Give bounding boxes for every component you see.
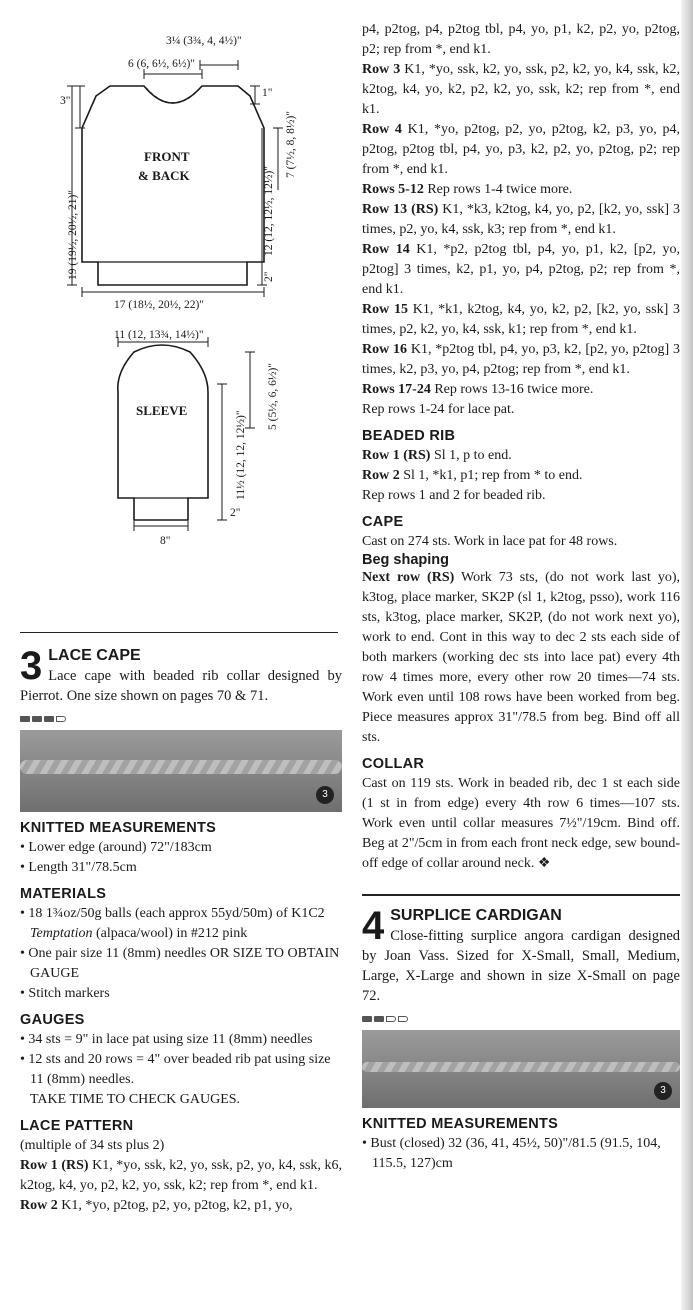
skill-level-icon [20,716,342,722]
list-item: • 34 sts = 9" in lace pat using size 11 (8mm) needles [20,1030,342,1050]
pattern-row: Row 16 K1, *p2tog tbl, p4, yo, p3, k2, [p2, yo, p2tog] 3 times, k2, p3, yo, p4, p2tog; rep from *, end k1. [362,342,680,377]
project-3-title: LACE CAPE [48,647,141,664]
pattern-row-continued: p4, p2tog, p4, p2tog tbl, p4, yo, p1, k2, p2, yo, p2tog, p2; rep from *, end k1. [362,22,680,57]
collar-heading: COLLAR [362,756,425,772]
project-3-intro: Lace cape with beaded rib collar designed by Pierrot. One size shown on pages 70 & 71. [20,668,342,704]
gauges-heading: GAUGES [20,1012,85,1028]
body-width: 17 (18½, 20½, 22)" [114,299,204,311]
sleeve-label: SLEEVE [136,403,188,418]
materials-list [20,904,342,1004]
list-item: • 12 sts and 20 rows = 4" over beaded rib pat using size 11 (8mm) needles. [20,1050,342,1090]
body-neck-width: 6 (6, 6½, 6½)" [128,58,195,70]
lace-multiple: (multiple of 34 sts plus 2) [20,1138,165,1153]
body-side-length: 12 (12, 12½, 12½)" [263,166,275,256]
sleeve-cuff: 2" [230,507,241,519]
list-item: • 18 1¾oz/50g balls (each approx 55yd/50m) of K1C2 Temptation (alpaca/wool) in #212 pink [20,904,342,944]
lace-pattern-heading: LACE PATTERN [20,1118,134,1134]
project-3-header [20,646,342,706]
body-shoulder-width: 3¼ (3¾, 4, 4½)" [166,35,242,47]
project-4 [362,903,680,1174]
page-gutter-shadow [681,0,693,1310]
project-4-title: SURPLICE CARDIGAN [390,906,562,924]
gauges-list [20,1030,342,1090]
pattern-row: Row 1 (RS) K1, *yo, ssk, k2, yo, ssk, p2, yo, k4, ssk, k6, k2tog, k4, yo, p2, k2, yo, ssk, k2; rep from *, end k1. [20,1158,342,1193]
beg-shaping-heading: Beg shaping [362,552,450,568]
list-item: • One pair size 11 (8mm) needles OR SIZE TO OBTAIN GAUGE [20,944,342,984]
sleeve-top-width: 11 (12, 13¾, 14½)" [114,329,204,341]
body-shoulder-depth: 3" [60,95,71,107]
right-column [362,20,680,1174]
beaded-note: Rep rows 1 and 2 for beaded rib. [362,488,546,503]
pattern-row: Row 14 K1, *p2, p2tog tbl, p4, yo, p1, k2, [p2, yo, p2tog] 3 times, k2, p1, yo, p4, p2tog, p2; rep from *, end k1. [362,242,680,297]
pattern-row: Rows 5-12 Rep rows 1-4 twice more. [362,182,573,197]
beaded-rib-heading: BEADED RIB [362,428,456,444]
pattern-row: Row 4 K1, *yo, p2tog, p2, yo, p2tog, k2, p3, yo, p4, p2tog, p2tog tbl, p4, yo, p3, k2, p2, yo, p2tog, p2; rep from *, end k1. [362,122,680,177]
sleeve-cuff-width: 8" [160,535,171,547]
list-item: • Stitch markers [20,984,342,1004]
list-item: • Bust (closed) 32 (36, 41, 45½, 50)"/81.5 (91.5, 104, 115.5, 127)cm [362,1134,680,1174]
yarn-swatch-image [362,1030,680,1108]
project-3 [20,646,342,1216]
materials-heading: MATERIALS [20,886,107,902]
sleeve-cap-depth: 5 (5½, 6, 6½)" [267,363,279,430]
body-armhole-depth: 7 (7½, 8, 8½)" [285,111,297,178]
knitted-measurements-heading: KNITTED MEASUREMENTS [20,820,217,836]
knitted-measurements-heading: KNITTED MEASUREMENTS [362,1115,559,1132]
list-item: • Lower edge (around) 72"/183cm [20,838,342,858]
project-4-intro: Close-fitting surplice angora cardigan designed by Joan Vass. Sized for X-Small, Small, Medium, Large, X-Large and shown in size X-Small on page 72. [362,927,680,1004]
pattern-row: Rows 17-24 Rep rows 13-16 twice more. [362,382,594,397]
skill-level-icon [362,1016,680,1022]
knitted-measurements-list [20,838,342,878]
yarn-weight-badge: 3 [654,1082,672,1100]
pattern-row: Row 13 (RS) K1, *k3, k2tog, k4, yo, p2, [k2, yo, ssk] 3 times, p2, yo, k4, ssk, k3; rep from *, end k1. [362,202,680,237]
schematic-diagrams [0,0,350,610]
cape-heading: CAPE [362,514,404,530]
pattern-row: Row 2 Sl 1, *k1, p1; rep from * to end. [362,468,583,483]
pattern-row: Row 2 K1, *yo, p2tog, p2, yo, p2tog, k2, p1, yo, [20,1198,293,1213]
collar-text: Cast on 119 sts. Work in beaded rib, dec 1 st each side (1 st in from edge) every 4th row 6 times—107 sts. Work even until collar measures 7½"/19cm. Bind off. Beg at 2"/5cm in from each front neck edge, sew bound-off edge of collar around neck. ❖ [362,776,680,871]
gauge-note: TAKE TIME TO CHECK GAUGES. [30,1092,241,1107]
body-rib: 2" [263,271,275,282]
section-divider [20,632,338,633]
pattern-row: Row 3 K1, *yo, ssk, k2, yo, ssk, p2, k2, yo, k4, ssk, k2, k2tog, k4, yo, k2, p2, k2, yo, ssk, k2; rep from *, end k1. [362,62,680,117]
body-neck-depth: 1" [262,87,273,99]
list-item: • Length 31"/78.5cm [20,858,342,878]
next-row-text: Next row (RS) Work 73 sts, (do not work last yo), k3tog, place marker, SK2P (sl 1, k2tog, psso), work 116 sts, k3tog, place marker, SK2P, (do not work next yo), work to end. Cont in this way to dec 2 sts each side of both markers (working dec sts into lace pat) every 4th row 4 times more, every other row 20 times—74 sts. Work even until 108 rows have been worked from beg. Piece measures approx 31"/78.5 from beg. Bind off all sts. [362,570,680,745]
yarn-swatch-image [20,730,342,812]
body-total-length: 19 (19½, 20½, 21)" [67,190,79,280]
project-4-number: 4 [362,903,385,948]
knitted-measurements-list [362,1134,680,1174]
cape-text: Cast on 274 sts. Work in lace pat for 48 rows. [362,534,618,549]
project-4-header [362,903,680,1006]
project-3-number: 3 [20,644,43,688]
rep-note: Rep rows 1-24 for lace pat. [362,402,515,417]
pattern-row: Row 15 K1, *k1, k2tog, k4, yo, k2, p2, [k2, yo, ssk] 3 times, p2, k2, yo, k4, ssk, k1; rep from *, end k1. [362,302,680,337]
body-label-line2: & BACK [138,168,190,183]
sleeve-length: 11½ (12, 12, 12½)" [235,410,247,500]
pattern-row: Row 1 (RS) Sl 1, p to end. [362,448,512,463]
body-label-line1: FRONT [144,149,190,164]
yarn-weight-badge: 3 [316,786,334,804]
section-divider [362,894,680,896]
